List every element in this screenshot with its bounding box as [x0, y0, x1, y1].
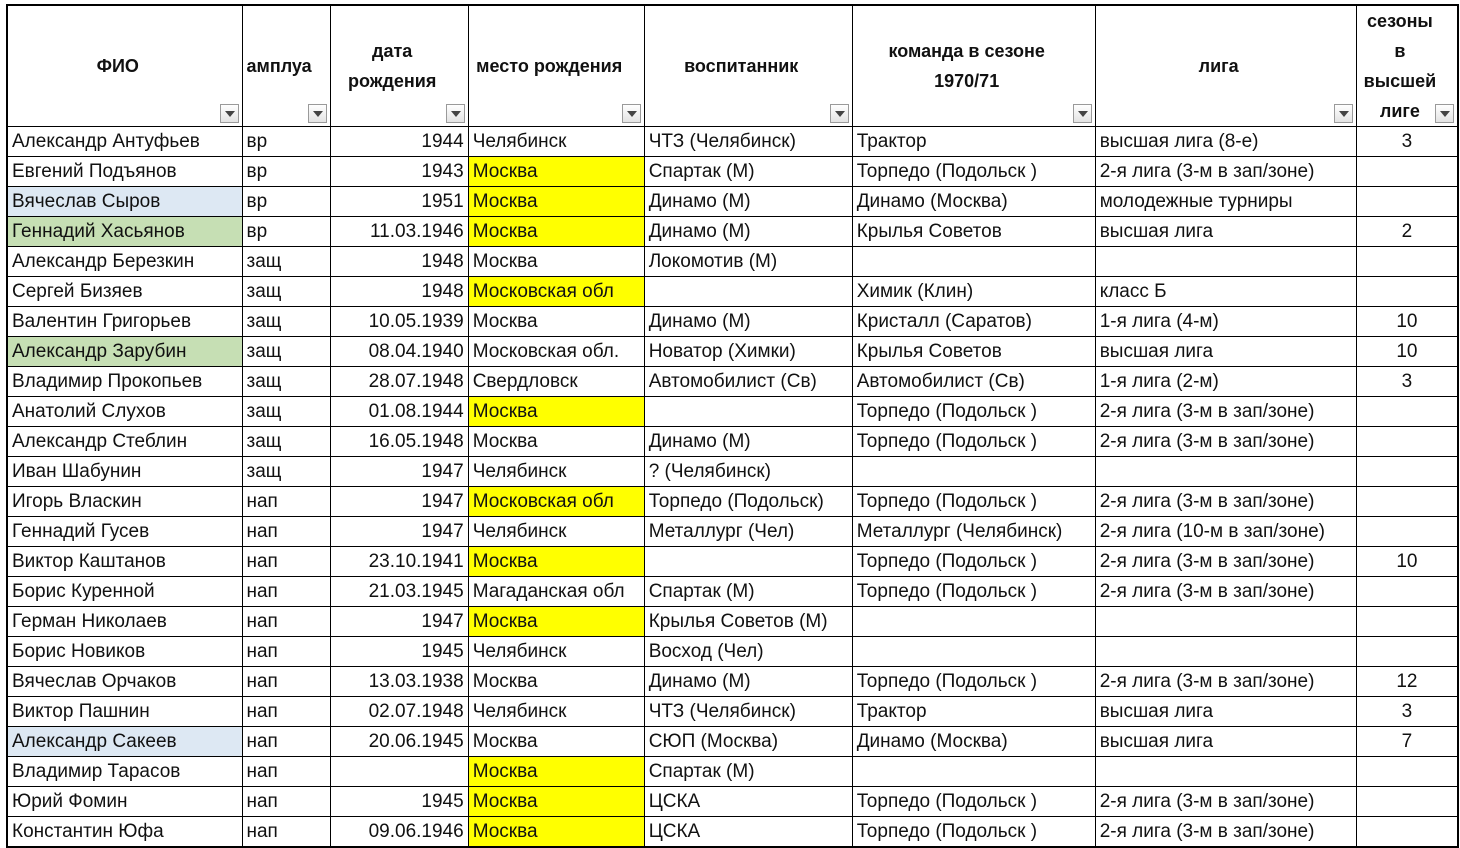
- filter-dropdown-button[interactable]: [446, 104, 465, 123]
- cell-team[interactable]: Торпедо (Подольск ): [852, 547, 1095, 577]
- cell-name[interactable]: Константин Юфа: [7, 817, 242, 848]
- cell-role[interactable]: защ: [242, 307, 330, 337]
- cell-birthdate[interactable]: 1944: [330, 127, 468, 157]
- filter-dropdown-button[interactable]: [1073, 104, 1092, 123]
- cell-birthplace[interactable]: Москва: [468, 217, 644, 247]
- cell-name[interactable]: Владимир Тарасов: [7, 757, 242, 787]
- cell-seasons[interactable]: [1356, 277, 1458, 307]
- cell-seasons[interactable]: [1356, 637, 1458, 667]
- cell-seasons[interactable]: [1356, 427, 1458, 457]
- cell-academy[interactable]: ЧТЗ (Челябинск): [644, 127, 852, 157]
- cell-role[interactable]: нап: [242, 757, 330, 787]
- cell-team[interactable]: Крылья Советов: [852, 217, 1095, 247]
- cell-name[interactable]: Игорь Власкин: [7, 487, 242, 517]
- cell-team[interactable]: Кристалл (Саратов): [852, 307, 1095, 337]
- cell-seasons[interactable]: [1356, 487, 1458, 517]
- chevron-down-icon: [451, 111, 461, 117]
- cell-team[interactable]: Динамо (Москва): [852, 727, 1095, 757]
- cell-birthdate[interactable]: 1947: [330, 457, 468, 487]
- cell-seasons[interactable]: 3: [1356, 367, 1458, 397]
- cell-league[interactable]: 1-я лига (4-м): [1095, 307, 1356, 337]
- cell-league[interactable]: 2-я лига (3-м в зап/зоне): [1095, 817, 1356, 848]
- chevron-down-icon: [1078, 111, 1088, 117]
- cell-league[interactable]: 2-я лига (3-м в зап/зоне): [1095, 577, 1356, 607]
- cell-team[interactable]: [852, 637, 1095, 667]
- cell-league[interactable]: высшая лига: [1095, 217, 1356, 247]
- table-row: [7, 307, 1458, 337]
- cell-role[interactable]: вр: [242, 157, 330, 187]
- table-row: [7, 457, 1458, 487]
- cell-league[interactable]: высшая лига (8-е): [1095, 127, 1356, 157]
- cell-birthplace[interactable]: Москва: [468, 817, 644, 848]
- cell-birthplace[interactable]: Челябинск: [468, 697, 644, 727]
- cell-team[interactable]: Автомобилист (Св): [852, 367, 1095, 397]
- cell-academy[interactable]: ЦСКА: [644, 787, 852, 817]
- cell-birthdate[interactable]: 16.05.1948: [330, 427, 468, 457]
- cell-team[interactable]: Химик (Клин): [852, 277, 1095, 307]
- cell-role[interactable]: нап: [242, 817, 330, 848]
- cell-seasons[interactable]: 12: [1356, 667, 1458, 697]
- header-league: лига: [1095, 5, 1356, 127]
- cell-league[interactable]: 1-я лига (2-м): [1095, 367, 1356, 397]
- cell-name[interactable]: Анатолий Слухов: [7, 397, 242, 427]
- table-row: [7, 697, 1458, 727]
- table-row: [7, 217, 1458, 247]
- cell-seasons[interactable]: [1356, 397, 1458, 427]
- cell-name[interactable]: Александр Антуфьев: [7, 127, 242, 157]
- cell-role[interactable]: нап: [242, 487, 330, 517]
- cell-team[interactable]: Металлург (Челябинск): [852, 517, 1095, 547]
- players-table: [6, 4, 1459, 848]
- cell-team[interactable]: [852, 457, 1095, 487]
- cell-seasons[interactable]: [1356, 187, 1458, 217]
- cell-birthdate[interactable]: 1947: [330, 607, 468, 637]
- cell-role[interactable]: защ: [242, 337, 330, 367]
- cell-role[interactable]: нап: [242, 697, 330, 727]
- cell-role[interactable]: нап: [242, 667, 330, 697]
- cell-birthplace[interactable]: Московская обл: [468, 487, 644, 517]
- cell-role[interactable]: защ: [242, 247, 330, 277]
- cell-birthdate[interactable]: 02.07.1948: [330, 697, 468, 727]
- cell-birthplace[interactable]: Москва: [468, 607, 644, 637]
- header-team: команда в сезоне 1970/71: [852, 5, 1095, 127]
- cell-league[interactable]: молодежные турниры: [1095, 187, 1356, 217]
- cell-name[interactable]: Борис Новиков: [7, 637, 242, 667]
- cell-academy[interactable]: Локомотив (М): [644, 247, 852, 277]
- cell-academy[interactable]: ЧТЗ (Челябинск): [644, 697, 852, 727]
- cell-name[interactable]: Герман Николаев: [7, 607, 242, 637]
- cell-team[interactable]: Торпедо (Подольск ): [852, 427, 1095, 457]
- cell-birthplace[interactable]: Свердловск: [468, 367, 644, 397]
- table-row: [7, 187, 1458, 217]
- cell-role[interactable]: вр: [242, 187, 330, 217]
- table-row: [7, 727, 1458, 757]
- table-row: [7, 817, 1458, 848]
- cell-birthplace[interactable]: Московская обл: [468, 277, 644, 307]
- cell-academy[interactable]: Спартак (М): [644, 577, 852, 607]
- cell-academy[interactable]: Динамо (М): [644, 217, 852, 247]
- cell-team[interactable]: Трактор: [852, 697, 1095, 727]
- cell-seasons[interactable]: 3: [1356, 697, 1458, 727]
- cell-birthdate[interactable]: 1947: [330, 487, 468, 517]
- cell-academy[interactable]: Динамо (М): [644, 427, 852, 457]
- cell-name[interactable]: Сергей Бизяев: [7, 277, 242, 307]
- chevron-down-icon: [627, 111, 637, 117]
- chevron-down-icon: [225, 111, 235, 117]
- cell-team[interactable]: [852, 757, 1095, 787]
- cell-seasons[interactable]: 7: [1356, 727, 1458, 757]
- cell-birthdate[interactable]: 1943: [330, 157, 468, 187]
- table-body: [7, 127, 1458, 848]
- cell-academy[interactable]: Металлург (Чел): [644, 517, 852, 547]
- header-role: амплуа: [242, 5, 330, 127]
- table-row: [7, 337, 1458, 367]
- cell-birthplace[interactable]: Магаданская обл: [468, 577, 644, 607]
- cell-role[interactable]: нап: [242, 517, 330, 547]
- table-row: [7, 277, 1458, 307]
- chevron-down-icon: [1440, 111, 1450, 117]
- cell-birthdate[interactable]: 1947: [330, 517, 468, 547]
- cell-seasons[interactable]: 3: [1356, 127, 1458, 157]
- cell-academy[interactable]: Крылья Советов (М): [644, 607, 852, 637]
- cell-birthplace[interactable]: Челябинск: [468, 637, 644, 667]
- cell-seasons[interactable]: 10: [1356, 337, 1458, 367]
- filter-dropdown-button[interactable]: [220, 104, 239, 123]
- spreadsheet-grid: [6, 4, 1459, 848]
- cell-birthplace[interactable]: Москва: [468, 307, 644, 337]
- cell-seasons[interactable]: 10: [1356, 547, 1458, 577]
- cell-birthdate[interactable]: 10.05.1939: [330, 307, 468, 337]
- cell-name[interactable]: Геннадий Гусев: [7, 517, 242, 547]
- filter-dropdown-button[interactable]: [1435, 104, 1454, 123]
- cell-league[interactable]: 2-я лига (3-м в зап/зоне): [1095, 547, 1356, 577]
- cell-league[interactable]: [1095, 247, 1356, 277]
- table-row: [7, 607, 1458, 637]
- cell-team[interactable]: [852, 247, 1095, 277]
- cell-name[interactable]: Евгений Подъянов: [7, 157, 242, 187]
- cell-birthplace[interactable]: Москва: [468, 787, 644, 817]
- chevron-down-icon: [835, 111, 845, 117]
- cell-league[interactable]: [1095, 757, 1356, 787]
- table-row: [7, 427, 1458, 457]
- cell-team[interactable]: Торпедо (Подольск ): [852, 487, 1095, 517]
- cell-team[interactable]: Торпедо (Подольск ): [852, 667, 1095, 697]
- cell-seasons[interactable]: [1356, 757, 1458, 787]
- table-row: [7, 367, 1458, 397]
- cell-team[interactable]: Торпедо (Подольск ): [852, 397, 1095, 427]
- cell-name[interactable]: Владимир Прокопьев: [7, 367, 242, 397]
- cell-team[interactable]: Торпедо (Подольск ): [852, 157, 1095, 187]
- cell-league[interactable]: [1095, 607, 1356, 637]
- cell-birthdate[interactable]: [330, 757, 468, 787]
- filter-dropdown-button[interactable]: [830, 104, 849, 123]
- table-row: [7, 547, 1458, 577]
- cell-birthdate[interactable]: 09.06.1946: [330, 817, 468, 848]
- cell-name[interactable]: Вячеслав Орчаков: [7, 667, 242, 697]
- cell-academy[interactable]: СЮП (Москва): [644, 727, 852, 757]
- cell-academy[interactable]: Динамо (М): [644, 307, 852, 337]
- cell-academy[interactable]: Динамо (М): [644, 187, 852, 217]
- cell-birthplace[interactable]: Челябинск: [468, 517, 644, 547]
- table-row: [7, 127, 1458, 157]
- cell-birthdate[interactable]: 01.08.1944: [330, 397, 468, 427]
- table-row: [7, 487, 1458, 517]
- cell-role[interactable]: вр: [242, 217, 330, 247]
- cell-birthplace[interactable]: Челябинск: [468, 127, 644, 157]
- cell-birthdate[interactable]: 1948: [330, 247, 468, 277]
- cell-birthdate[interactable]: 20.06.1945: [330, 727, 468, 757]
- cell-seasons[interactable]: 10: [1356, 307, 1458, 337]
- cell-role[interactable]: нап: [242, 727, 330, 757]
- cell-role[interactable]: защ: [242, 277, 330, 307]
- cell-birthdate[interactable]: 1945: [330, 637, 468, 667]
- cell-league[interactable]: высшая лига: [1095, 337, 1356, 367]
- cell-name[interactable]: Александр Зарубин: [7, 337, 242, 367]
- cell-birthplace[interactable]: Москва: [468, 187, 644, 217]
- cell-role[interactable]: защ: [242, 367, 330, 397]
- cell-birthdate[interactable]: 1951: [330, 187, 468, 217]
- table-row: [7, 247, 1458, 277]
- table-row: [7, 667, 1458, 697]
- cell-birthplace[interactable]: Челябинск: [468, 457, 644, 487]
- cell-name[interactable]: Александр Стеблин: [7, 427, 242, 457]
- cell-seasons[interactable]: 2: [1356, 217, 1458, 247]
- cell-league[interactable]: 2-я лига (3-м в зап/зоне): [1095, 787, 1356, 817]
- cell-role[interactable]: защ: [242, 457, 330, 487]
- cell-academy[interactable]: [644, 547, 852, 577]
- cell-birthdate[interactable]: 08.04.1940: [330, 337, 468, 367]
- cell-birthdate[interactable]: 1948: [330, 277, 468, 307]
- table-row: [7, 787, 1458, 817]
- cell-team[interactable]: [852, 607, 1095, 637]
- cell-league[interactable]: 2-я лига (3-м в зап/зоне): [1095, 157, 1356, 187]
- cell-name[interactable]: Александр Березкин: [7, 247, 242, 277]
- cell-league[interactable]: класс Б: [1095, 277, 1356, 307]
- cell-role[interactable]: нап: [242, 577, 330, 607]
- cell-name[interactable]: Александр Сакеев: [7, 727, 242, 757]
- cell-birthplace[interactable]: Москва: [468, 547, 644, 577]
- cell-league[interactable]: высшая лига: [1095, 727, 1356, 757]
- cell-team[interactable]: Трактор: [852, 127, 1095, 157]
- cell-league[interactable]: [1095, 637, 1356, 667]
- cell-academy[interactable]: Спартак (М): [644, 157, 852, 187]
- cell-birthplace[interactable]: Москва: [468, 427, 644, 457]
- cell-name[interactable]: Юрий Фомин: [7, 787, 242, 817]
- cell-league[interactable]: 2-я лига (10-м в зап/зоне): [1095, 517, 1356, 547]
- cell-birthplace[interactable]: Москва: [468, 727, 644, 757]
- cell-academy[interactable]: Новатор (Химки): [644, 337, 852, 367]
- table-row: [7, 637, 1458, 667]
- cell-league[interactable]: высшая лига: [1095, 697, 1356, 727]
- cell-role[interactable]: нап: [242, 787, 330, 817]
- cell-name[interactable]: Виктор Каштанов: [7, 547, 242, 577]
- cell-academy[interactable]: ? (Челябинск): [644, 457, 852, 487]
- table-row: [7, 397, 1458, 427]
- header-academy: воспитанник: [644, 5, 852, 127]
- header-row: [7, 5, 1458, 127]
- cell-league[interactable]: 2-я лига (3-м в зап/зоне): [1095, 487, 1356, 517]
- header-name: ФИО: [7, 5, 242, 127]
- table-row: [7, 577, 1458, 607]
- cell-seasons[interactable]: [1356, 577, 1458, 607]
- cell-academy[interactable]: Торпедо (Подольск): [644, 487, 852, 517]
- cell-birthdate[interactable]: 21.03.1945: [330, 577, 468, 607]
- table-row: [7, 517, 1458, 547]
- cell-name[interactable]: Геннадий Хасьянов: [7, 217, 242, 247]
- cell-academy[interactable]: Динамо (М): [644, 667, 852, 697]
- cell-name[interactable]: Валентин Григорьев: [7, 307, 242, 337]
- cell-role[interactable]: нап: [242, 607, 330, 637]
- cell-academy[interactable]: Автомобилист (Св): [644, 367, 852, 397]
- chevron-down-icon: [313, 111, 323, 117]
- cell-academy[interactable]: Спартак (М): [644, 757, 852, 787]
- cell-name[interactable]: Вячеслав Сыров: [7, 187, 242, 217]
- cell-birthplace[interactable]: Московская обл.: [468, 337, 644, 367]
- cell-seasons[interactable]: [1356, 457, 1458, 487]
- cell-league[interactable]: 2-я лига (3-м в зап/зоне): [1095, 397, 1356, 427]
- filter-dropdown-button[interactable]: [622, 104, 641, 123]
- cell-name[interactable]: Виктор Пашнин: [7, 697, 242, 727]
- filter-dropdown-button[interactable]: [1334, 104, 1353, 123]
- cell-league[interactable]: [1095, 457, 1356, 487]
- cell-seasons[interactable]: [1356, 817, 1458, 848]
- filter-dropdown-button[interactable]: [308, 104, 327, 123]
- cell-birthdate[interactable]: 28.07.1948: [330, 367, 468, 397]
- cell-academy[interactable]: Восход (Чел): [644, 637, 852, 667]
- cell-role[interactable]: вр: [242, 127, 330, 157]
- cell-seasons[interactable]: [1356, 157, 1458, 187]
- cell-seasons[interactable]: [1356, 787, 1458, 817]
- chevron-down-icon: [1339, 111, 1349, 117]
- cell-birthdate[interactable]: 23.10.1941: [330, 547, 468, 577]
- cell-birthdate[interactable]: 11.03.1946: [330, 217, 468, 247]
- cell-birthdate[interactable]: 13.03.1938: [330, 667, 468, 697]
- table-row: [7, 157, 1458, 187]
- cell-team[interactable]: Торпедо (Подольск ): [852, 787, 1095, 817]
- cell-team[interactable]: Динамо (Москва): [852, 187, 1095, 217]
- cell-role[interactable]: защ: [242, 397, 330, 427]
- cell-league[interactable]: 2-я лига (3-м в зап/зоне): [1095, 667, 1356, 697]
- cell-academy[interactable]: [644, 277, 852, 307]
- cell-birthplace[interactable]: Москва: [468, 397, 644, 427]
- header-seasons: сезоны в высшей лиге: [1356, 5, 1458, 127]
- cell-league[interactable]: 2-я лига (3-м в зап/зоне): [1095, 427, 1356, 457]
- cell-team[interactable]: Торпедо (Подольск ): [852, 817, 1095, 848]
- cell-team[interactable]: Крылья Советов: [852, 337, 1095, 367]
- cell-role[interactable]: защ: [242, 427, 330, 457]
- cell-birthdate[interactable]: 1945: [330, 787, 468, 817]
- cell-academy[interactable]: [644, 397, 852, 427]
- cell-seasons[interactable]: [1356, 607, 1458, 637]
- cell-team[interactable]: Торпедо (Подольск ): [852, 577, 1095, 607]
- cell-name[interactable]: Иван Шабунин: [7, 457, 242, 487]
- cell-birthplace[interactable]: Москва: [468, 247, 644, 277]
- cell-name[interactable]: Борис Куренной: [7, 577, 242, 607]
- cell-birthplace[interactable]: Москва: [468, 667, 644, 697]
- cell-role[interactable]: нап: [242, 637, 330, 667]
- header-birthplace: место рождения: [468, 5, 644, 127]
- cell-seasons[interactable]: [1356, 517, 1458, 547]
- cell-seasons[interactable]: [1356, 247, 1458, 277]
- cell-birthplace[interactable]: Москва: [468, 157, 644, 187]
- table-row: [7, 757, 1458, 787]
- header-birthdate: дата рождения: [330, 5, 468, 127]
- cell-birthplace[interactable]: Москва: [468, 757, 644, 787]
- cell-role[interactable]: нап: [242, 547, 330, 577]
- cell-academy[interactable]: ЦСКА: [644, 817, 852, 848]
